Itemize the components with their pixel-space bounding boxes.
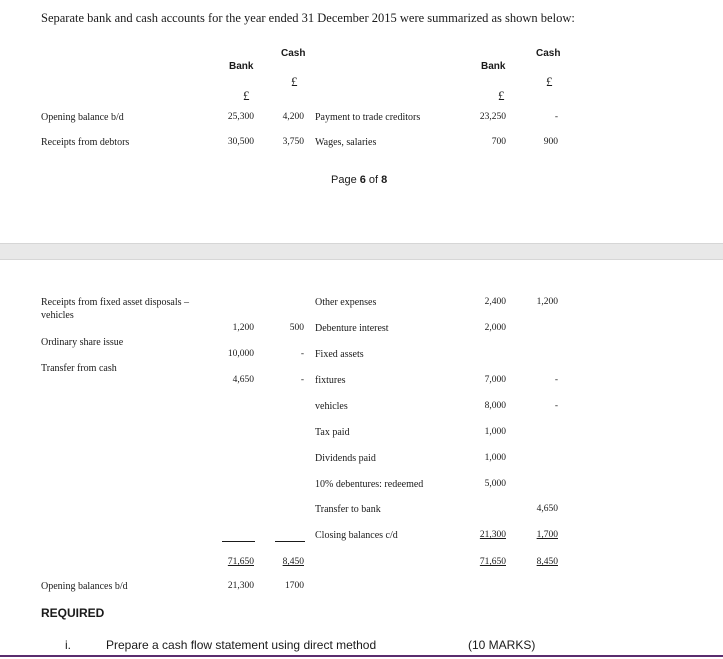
row-label: Tax paid bbox=[315, 427, 350, 438]
row-bank-value: 25,300 bbox=[227, 112, 254, 122]
row-label: Fixed assets bbox=[315, 349, 364, 360]
row-cash-value: 4,200 bbox=[282, 112, 304, 122]
question-numeral: i. bbox=[65, 638, 71, 652]
row-label: Receipts from debtors bbox=[41, 137, 130, 148]
total-bank-value: 71,650 bbox=[227, 557, 254, 567]
row-cash-value: 3,750 bbox=[282, 137, 304, 147]
right-cash-currency: £ bbox=[546, 74, 553, 89]
row-label: Transfer from cash bbox=[41, 363, 117, 374]
page-prefix: Page bbox=[331, 174, 360, 186]
row-bank-value: 10,000 bbox=[227, 349, 254, 359]
total-bank-value: 71,650 bbox=[479, 557, 506, 567]
row-cash-value: 1,700 bbox=[536, 530, 558, 540]
row-label: Closing balances c/d bbox=[315, 530, 398, 541]
row-cash-value: - bbox=[554, 401, 558, 411]
total-rule bbox=[222, 541, 255, 542]
row-bank-value: 4,650 bbox=[232, 375, 254, 385]
page-number bbox=[331, 174, 387, 186]
row-label: Other expenses bbox=[315, 297, 377, 308]
question-text: Prepare a cash flow statement using direct method bbox=[106, 638, 377, 652]
row-label: Opening balance b/d bbox=[41, 112, 124, 123]
row-bank-value: 23,250 bbox=[479, 112, 506, 122]
right-bank-currency: £ bbox=[498, 88, 505, 103]
row-label: Receipts from fixed asset disposals – bbox=[41, 297, 190, 308]
left-cash-header: Cash bbox=[281, 48, 306, 59]
row-bank-value: 2,400 bbox=[484, 297, 506, 307]
page-total: 8 bbox=[381, 174, 388, 186]
left-cash-currency: £ bbox=[291, 74, 298, 89]
row-cash-value: 1,200 bbox=[536, 297, 558, 307]
row-label: Debenture interest bbox=[315, 323, 389, 334]
row-label: Ordinary share issue bbox=[41, 337, 124, 348]
row-bank-value: 30,500 bbox=[227, 137, 254, 147]
required-heading: REQUIRED bbox=[41, 606, 105, 620]
intro-text: Separate bank and cash accounts for the year ended 31 December 2015 were summarized as shown below: bbox=[41, 11, 575, 25]
right-bank-header: Bank bbox=[481, 61, 506, 72]
row-cash-value: - bbox=[300, 349, 304, 359]
row-label: Transfer to bank bbox=[315, 504, 381, 515]
row-cash-value: - bbox=[554, 375, 558, 385]
row-cash-value: - bbox=[300, 375, 304, 385]
page-break bbox=[0, 243, 723, 260]
row-bank-value: 21,300 bbox=[227, 581, 254, 591]
row-label: Wages, salaries bbox=[315, 137, 377, 148]
row-label-continued: vehicles bbox=[41, 310, 74, 321]
total-rule bbox=[275, 541, 305, 542]
total-cash-value: 8,450 bbox=[282, 557, 304, 567]
row-bank-value: 1,200 bbox=[232, 323, 254, 333]
total-cash-value: 8,450 bbox=[536, 557, 558, 567]
row-label: Payment to trade creditors bbox=[315, 112, 421, 123]
row-bank-value: 21,300 bbox=[479, 530, 506, 540]
question-marks: (10 MARKS) bbox=[468, 638, 536, 652]
row-label: Dividends paid bbox=[315, 453, 376, 464]
page-middle: of bbox=[365, 174, 382, 186]
left-bank-header: Bank bbox=[229, 61, 254, 72]
row-cash-value: - bbox=[554, 112, 558, 122]
row-label: Opening balances b/d bbox=[41, 581, 128, 592]
row-bank-value: 2,000 bbox=[484, 323, 506, 333]
row-cash-value: 1700 bbox=[285, 581, 304, 591]
row-cash-value: 500 bbox=[289, 323, 304, 333]
row-label: vehicles bbox=[315, 401, 348, 412]
row-cash-value: 4,650 bbox=[536, 504, 558, 514]
row-cash-value: 900 bbox=[543, 137, 558, 147]
row-label: 10% debentures: redeemed bbox=[315, 479, 424, 490]
right-cash-header: Cash bbox=[536, 48, 561, 59]
page-bottom-rule bbox=[0, 655, 723, 657]
row-bank-value: 7,000 bbox=[484, 375, 506, 385]
row-bank-value: 8,000 bbox=[484, 401, 506, 411]
row-bank-value: 5,000 bbox=[484, 479, 506, 489]
row-label: fixtures bbox=[315, 375, 346, 386]
page-current: 6 bbox=[359, 174, 366, 186]
row-bank-value: 700 bbox=[491, 137, 506, 147]
left-bank-currency: £ bbox=[243, 88, 250, 103]
row-bank-value: 1,000 bbox=[484, 453, 506, 463]
row-bank-value: 1,000 bbox=[484, 427, 506, 437]
